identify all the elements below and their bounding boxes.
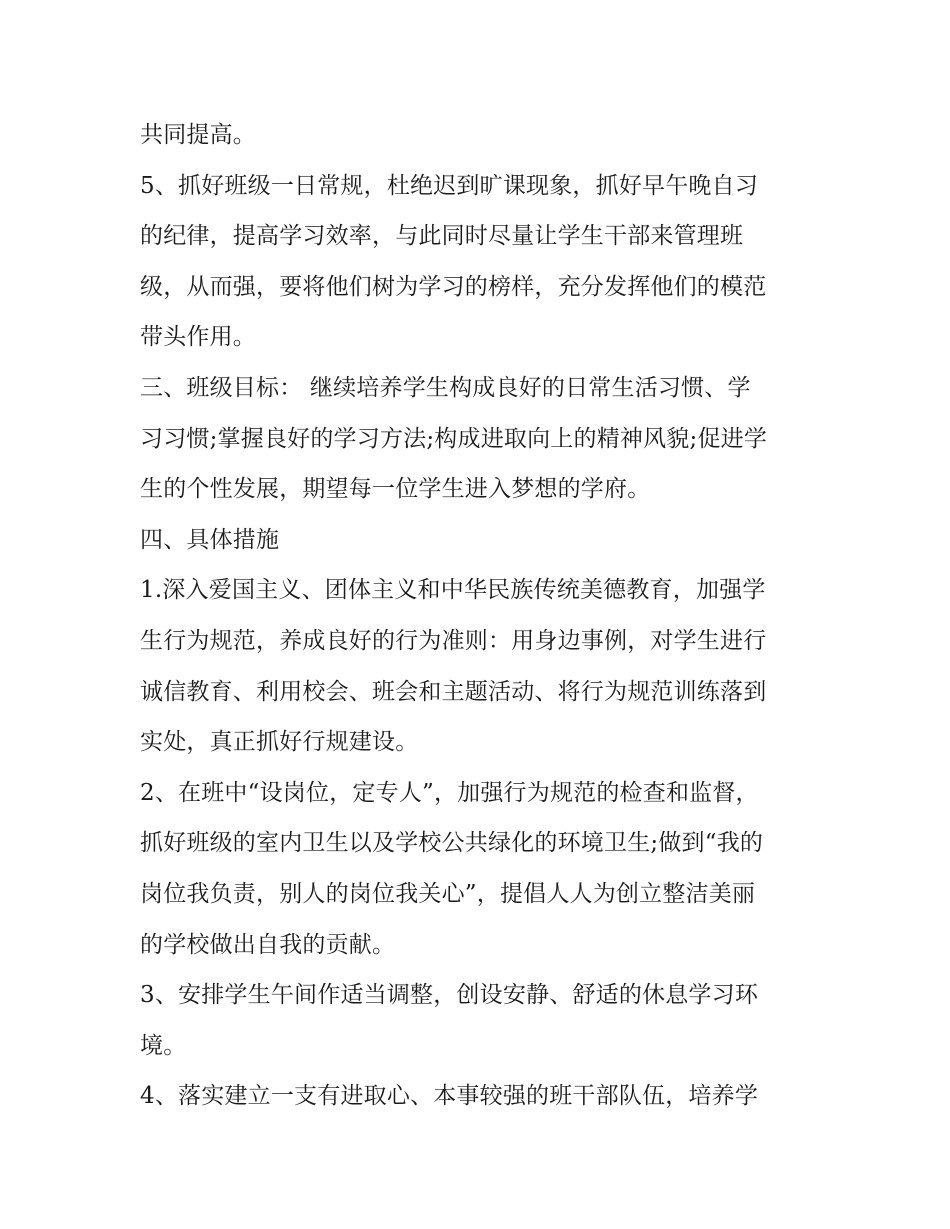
text-line: 习习惯;掌握良好的学习方法;构成进取向上的精神风貌;促进学 xyxy=(140,425,768,452)
text-line: 4、落实建立一支有进取心、本事较强的班干部队伍，培养学 xyxy=(140,1083,759,1110)
text-line: 诚信教育、利用校会、班会和主题活动、将行为规范训练落到 xyxy=(140,678,767,705)
text-line: 的学校做出自我的贡献。 xyxy=(140,931,396,958)
text-line: 生的个性发展，期望每一位学生进入梦想的学府。 xyxy=(140,476,651,503)
text-line: 实处，真正抓好行规建设。 xyxy=(140,729,419,756)
text-line: 抓好班级的室内卫生以及学校公共绿化的环境卫生;做到“我的 xyxy=(140,830,764,857)
text-line: 级，从而强，要将他们树为学习的榜样，充分发挥他们的模范 xyxy=(140,273,767,300)
text-line: 生行为规范，养成良好的行为准则：用身边事例，对学生进行 xyxy=(140,627,767,654)
document-body xyxy=(140,110,820,1122)
text-line: 1.深入爱国主义、团体主义和中华民族传统美德教育，加强学 xyxy=(140,577,766,604)
text-line: 境。 xyxy=(140,1032,187,1059)
text-line: 2、在班中“设岗位，定专人”，加强行为规范的检查和监督， xyxy=(140,779,759,806)
section-heading-class-goals: 三、班级目标： 继续培养学生构成良好的日常生活习惯、学 xyxy=(140,374,751,401)
text-line: 带头作用。 xyxy=(140,324,256,351)
text-line: 岗位我负责，别人的岗位我关心”，提倡人人为创立整洁美丽 xyxy=(140,880,756,907)
text-line: 共同提高。 xyxy=(140,122,256,148)
text-line: 3、安排学生午间作适当调整，创设安静、舒适的休息学习环 xyxy=(140,982,759,1009)
section-heading-measures: 四、具体措施 xyxy=(140,526,280,553)
text-line: 5、抓好班级一日常规，杜绝迟到旷课现象，抓好早午晚自习 xyxy=(140,172,759,199)
text-line: 的纪律，提高学习效率，与此同时尽量让学生干部来管理班 xyxy=(140,223,744,250)
